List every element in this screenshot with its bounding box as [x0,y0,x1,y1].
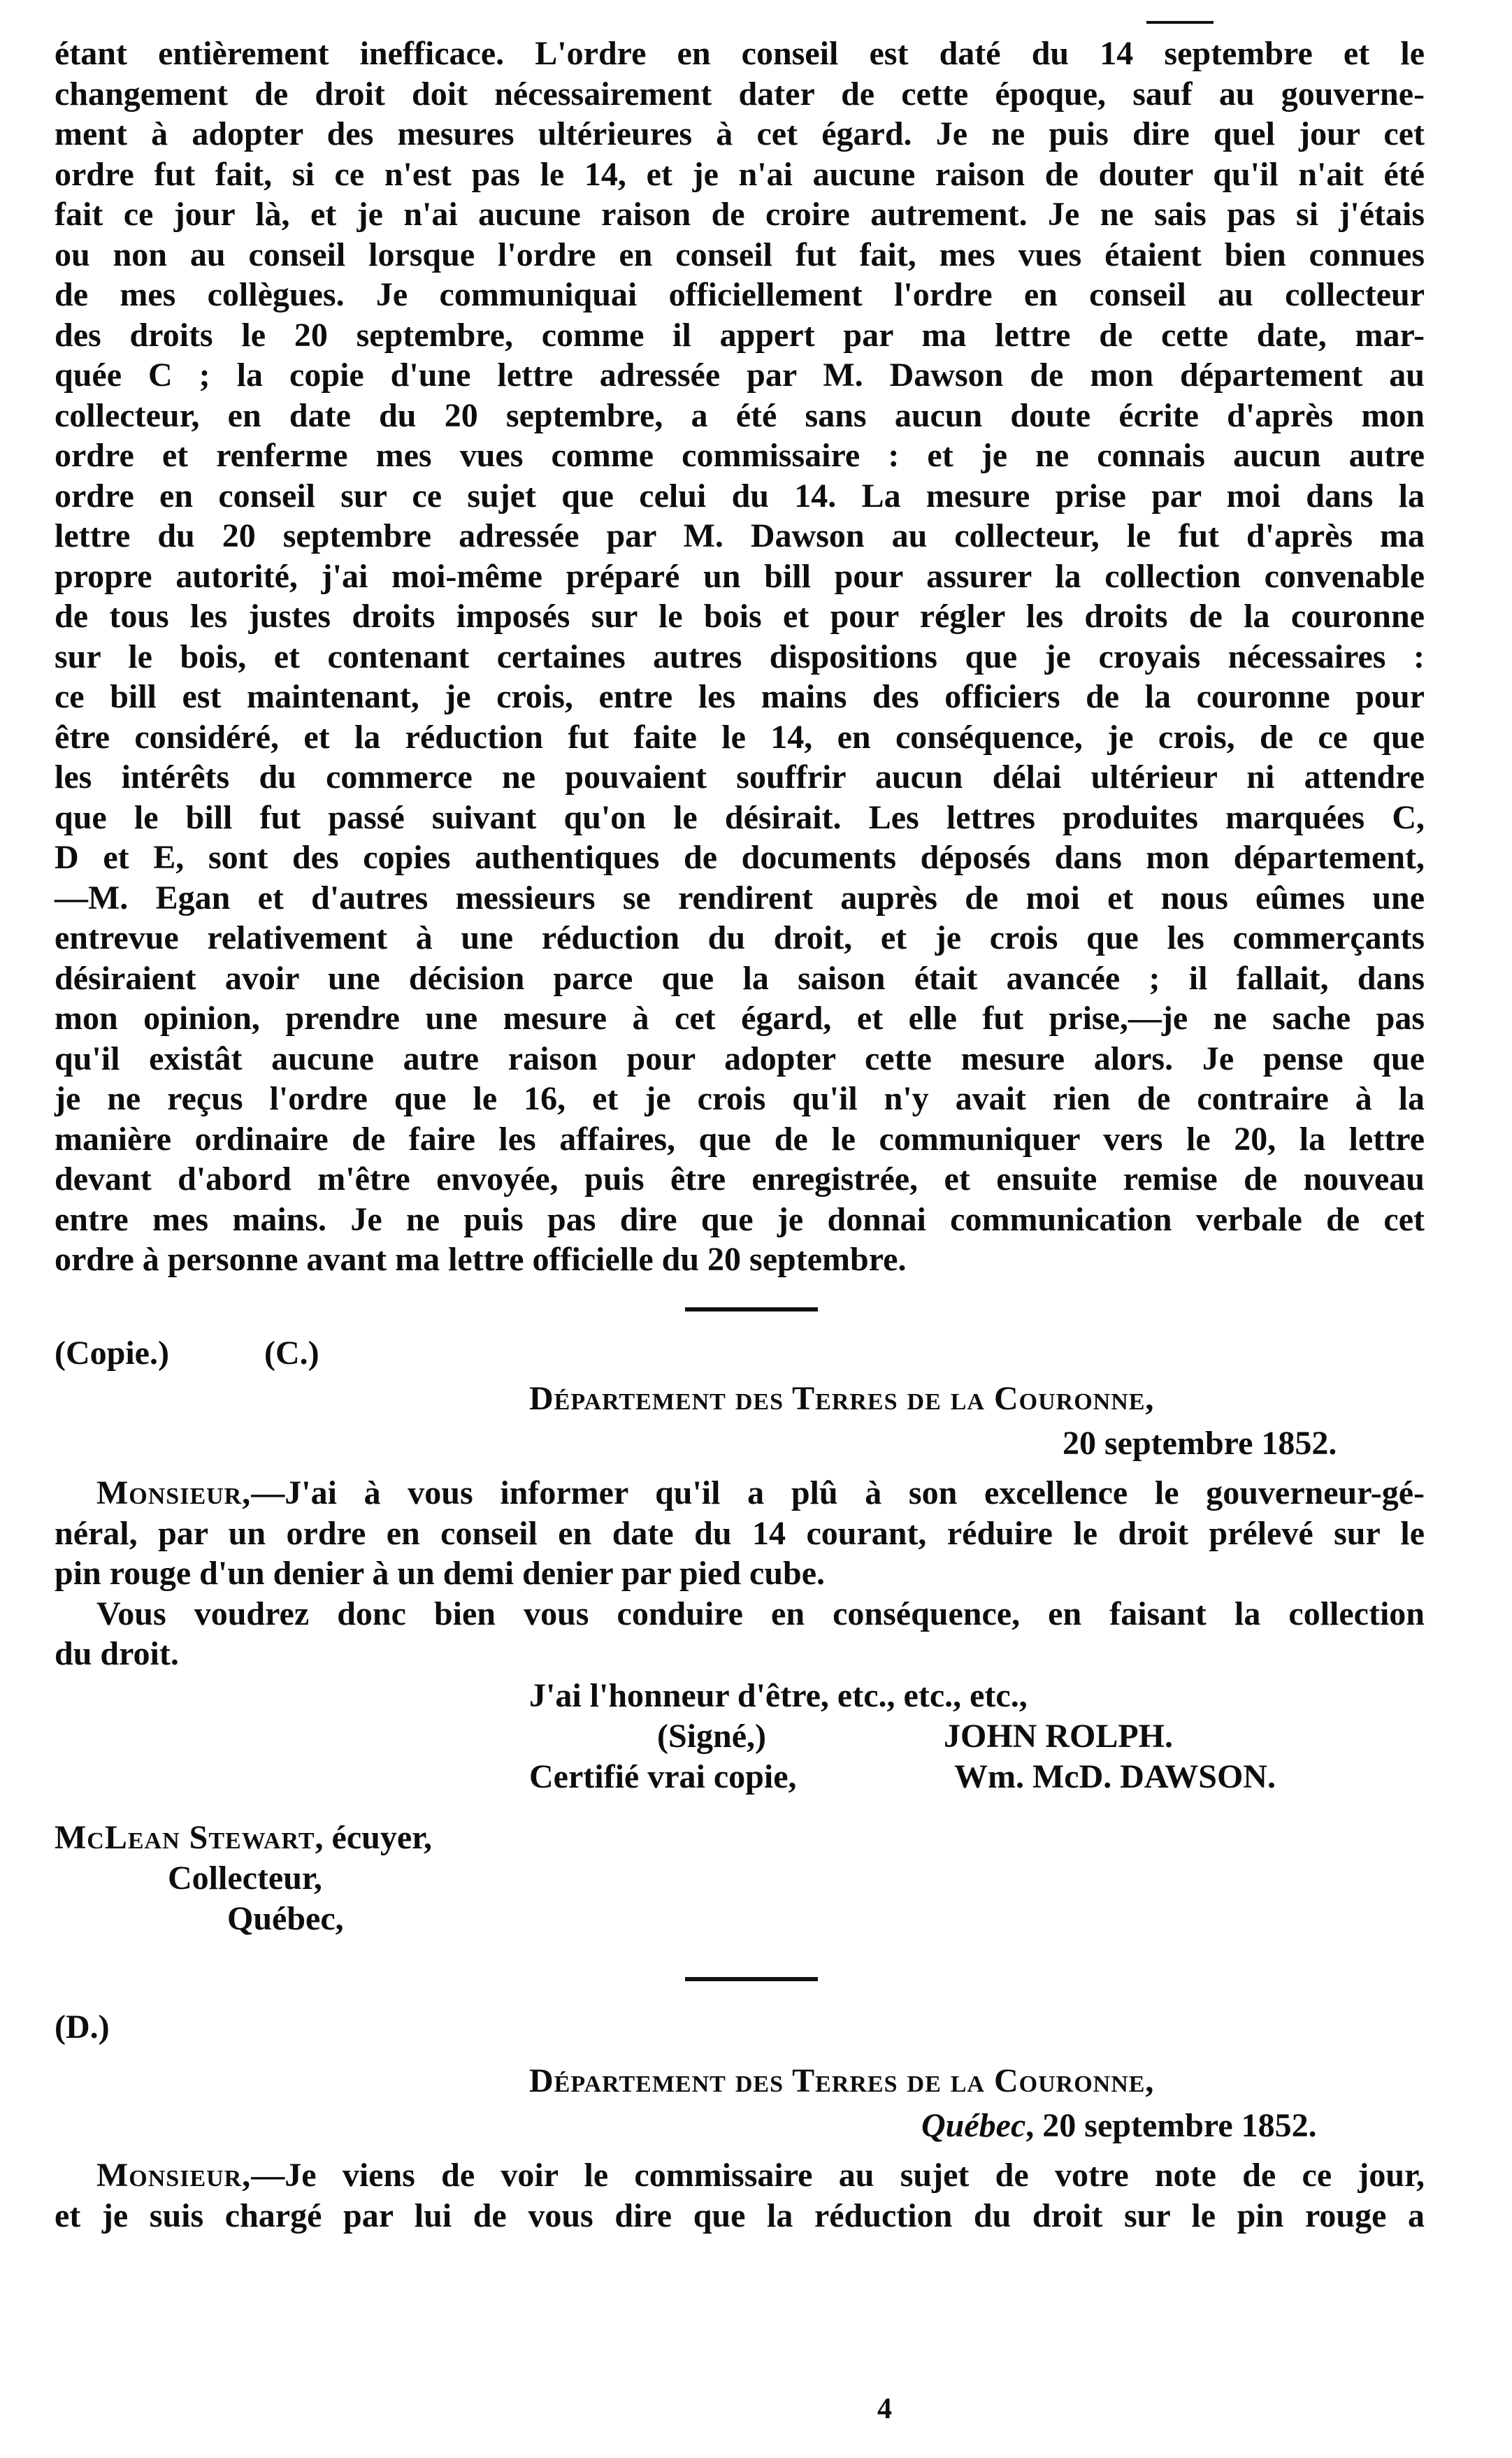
body-line: fait ce jour là, et je n'ai aucune raison de croire autrement. Je ne sais pas si j'étais [55,196,1425,233]
body-line: ordre en conseil sur ce sujet que celui du 14. La mesure prise par moi dans la [55,477,1425,515]
letter-c-department: Département des Terres de la Couronne, [529,1380,1155,1417]
body-line: désiraient avoir une décision parce que la saison était avancée ; il fallait, dans [55,959,1425,997]
body-line: propre autorité, j'ai moi-même préparé un bill pour assurer la collection convenable [55,557,1425,595]
letter-d-body [55,2155,1425,2236]
body-line: ordre à personne avant ma lettre officielle du 20 septembre. [55,1241,907,1278]
certifier-name: Wm. McD. DAWSON. [954,1758,1276,1795]
letter-c-line: Monsieur,—J'ai à vous informer qu'il a plû à son excellence le gouverneur-gé- [96,1474,1425,1511]
letter-d-dateline [921,2106,1317,2146]
body-line: ce bill est maintenant, je crois, entre les mains des officiers de la couronne pour [55,678,1425,715]
addressee-line [55,1818,432,1858]
letter-c-salutation: Monsieur, [96,1474,252,1511]
section-divider [685,1977,818,1981]
body-line: quée C ; la copie d'une lettre adressée par M. Dawson de mon département au [55,357,1425,394]
letter-d-department: Département des Terres de la Couronne, [529,2062,1155,2099]
body-line: ordre fut fait, si ce n'est pas le 14, et je n'ai aucune raison de douter qu'il n'ait été [55,155,1425,193]
addressee-name: McLean Stewart [55,1819,315,1856]
signer-name: JOHN ROLPH. [944,1718,1174,1755]
body-line: D et E, sont des copies authentiques de documents déposés dans mon département, [55,839,1425,876]
body-line: —M. Egan et d'autres messieurs se rendirent auprès de moi et nous eûmes une [55,879,1425,917]
letter-c-line: du droit. [55,1635,179,1672]
body-line: être considéré, et la réduction fut faite le 14, en conséquence, je crois, de ce que [55,718,1425,756]
letter-d-date: , 20 septembre 1852. [1025,2107,1317,2144]
body-line: devant d'abord m'être envoyée, puis être enregistrée, et ensuite remise de nouveau [55,1160,1425,1198]
letter-c-body [55,1473,1425,1674]
letter-c-label: (C.) [264,1335,319,1372]
body-line: des droits le 20 septembre, comme il appert par ma lettre de cette date, mar- [55,316,1425,354]
body-line: qu'il existât aucune autre raison pour adopter cette mesure alors. Je pense que [55,1040,1425,1077]
letter-c-line: pin rouge d'un denier à un demi denier par pied cube. [55,1555,826,1592]
body-line: mon opinion, prendre une mesure à cet égard, et elle fut prise,—je ne sache pas [55,1000,1425,1037]
body-line: je ne reçus l'ordre que le 16, et je crois qu'il n'y avait rien de contraire à la [55,1080,1425,1117]
addressee-place: Québec, [227,1900,344,1937]
copy-label: (Copie.) [55,1335,169,1372]
testimony-paragraph [55,34,1425,1280]
letter-d-line: et je suis chargé par lui de vous dire que la réduction du droit sur le pin rouge a [55,2197,1425,2234]
letter-d-label: (D.) [55,2008,110,2046]
certified-label: Certifié vrai copie, [529,1758,797,1795]
letter-c-date: 20 septembre 1852. [1063,1425,1337,1462]
section-divider [685,1307,818,1311]
top-rule [1146,21,1214,24]
body-line: les intérêts du commerce ne pouvaient souffrir aucun délai ultérieur ni attendre [55,759,1425,796]
body-line: ordre et renferme mes vues comme commissaire : et je ne connais aucun autre [55,437,1425,474]
body-line: ment à adopter des mesures ultérieures à cet égard. Je ne puis dire quel jour cet [55,115,1425,152]
letter-d-salutation: Monsieur, [96,2157,252,2194]
body-line: que le bill fut passé suivant qu'on le désirait. Les lettres produites marquées C, [55,798,1425,836]
body-line: ou non au conseil lorsque l'ordre en conseil fut fait, mes vues étaient bien connues [55,236,1425,273]
body-line: de tous les justes droits imposés sur le bois et pour régler les droits de la couronne [55,598,1425,635]
body-line: changement de droit doit nécessairement dater de cette époque, sauf au gouverne- [55,75,1425,113]
letter-d-line: Monsieur,—Je viens de voir le commissaire au sujet de votre note de ce jour, [96,2157,1425,2194]
letter-c-line: Vous voudrez donc bien vous conduire en conséquence, en faisant la collection [96,1595,1425,1632]
body-line: entrevue relativement à une réduction du droit, et je crois que les commerçants [55,919,1425,956]
addressee-title: , écuyer, [315,1819,433,1856]
letter-c-line: néral, par un ordre en conseil en date du 14 courant, réduire le droit prélevé sur le [55,1514,1425,1552]
letter-d-place: Québec [921,2107,1026,2144]
body-line: de mes collègues. Je communiquai officiellement l'ordre en conseil au collecteur [55,276,1425,313]
addressee-role: Collecteur, [168,1860,322,1897]
body-line: manière ordinaire de faire les affaires, que de le communiquer vers le 20, la lettre [55,1120,1425,1158]
body-line: entre mes mains. Je ne puis pas dire que je donnai communication verbale de cet [55,1200,1425,1238]
body-line: étant entièrement inefficace. L'ordre en conseil est daté du 14 septembre et le [55,35,1425,72]
signed-label: (Signé,) [657,1718,766,1755]
body-line: sur le bois, et contenant certaines autres dispositions que je croyais nécessaires : [55,638,1425,675]
letter-c-closing: J'ai l'honneur d'être, etc., etc., etc., [529,1677,1028,1714]
body-line: lettre du 20 septembre adressée par M. Dawson au collecteur, le fut d'après ma [55,517,1425,554]
body-line: collecteur, en date du 20 septembre, a été sans aucun doute écrite d'après mon [55,396,1425,434]
page-number: 4 [877,2393,892,2425]
